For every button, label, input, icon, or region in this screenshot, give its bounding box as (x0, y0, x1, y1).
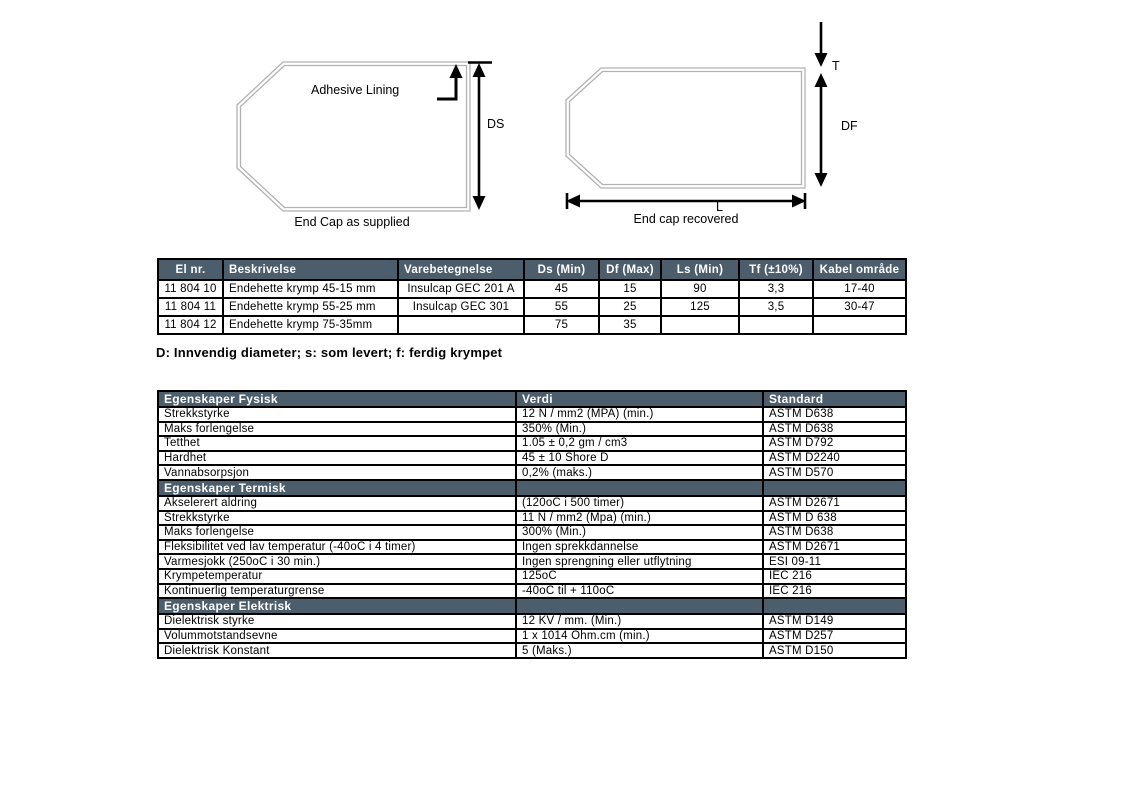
property-name-cell: Maks forlengelse (158, 525, 516, 540)
dimension-note: D: Innvendig diameter; s: som levert; f: ferdig krympet (156, 345, 503, 360)
property-value-cell: 125oC (516, 569, 763, 584)
standard-header-cell: Standard (763, 391, 906, 407)
properties-table-row (158, 451, 906, 466)
product-table-cell: 75 (524, 316, 599, 334)
properties-table-row (158, 614, 906, 629)
property-name-cell: Volummotstandsevne (158, 629, 516, 644)
property-name-cell: Strekkstyrke (158, 407, 516, 422)
properties-section-header-row (158, 598, 906, 614)
df-arrow (815, 84, 828, 187)
ds-dimension-label: DS (487, 117, 505, 131)
property-standard-cell: ASTM D570 (763, 465, 906, 480)
property-standard-cell: ASTM D257 (763, 629, 906, 644)
product-table-row (158, 316, 906, 334)
property-name-cell: Vannabsorpsjon (158, 465, 516, 480)
property-standard-cell: ASTM D638 (763, 422, 906, 437)
end-cap-diagrams (0, 0, 1135, 250)
property-value-cell: Ingen sprekkdannelse (516, 540, 763, 555)
section-title-cell: Egenskaper Fysisk (158, 391, 516, 407)
property-value-cell: 1 x 1014 Ohm.cm (min.) (516, 629, 763, 644)
properties-table-row (158, 525, 906, 540)
product-table-header-cell: Ds (Min) (524, 259, 599, 280)
product-table-header-cell: Tf (±10%) (739, 259, 813, 280)
t-dimension-label: T (832, 59, 840, 73)
property-value-cell: 45 ± 10 Shore D (516, 451, 763, 466)
product-table-row (158, 298, 906, 316)
df-dimension-label: DF (841, 119, 858, 133)
properties-table (157, 390, 907, 659)
product-table-cell: 3,3 (739, 280, 813, 298)
adhesive-pointer-arrow (437, 64, 463, 99)
product-table-cell: 11 804 10 (158, 280, 223, 298)
property-value-cell: -40oC til + 110oC (516, 584, 763, 599)
product-table-cell: 3,5 (739, 298, 813, 316)
product-table-cell: Insulcap GEC 301 (398, 298, 524, 316)
product-table-cell: Endehette krymp 75-35mm (223, 316, 398, 334)
properties-table-row (158, 422, 906, 437)
property-standard-cell: ASTM D150 (763, 643, 906, 658)
property-value-cell: (120oC i 500 timer) (516, 496, 763, 511)
end-cap-recovered-caption: End cap recovered (633, 212, 739, 226)
property-standard-cell: ESI 09-11 (763, 554, 906, 569)
property-value-cell: 350% (Min.) (516, 422, 763, 437)
product-table-header-cell: Ls (Min) (661, 259, 739, 280)
product-table-cell (813, 316, 906, 334)
standard-header-cell (763, 598, 906, 614)
properties-table-row (158, 584, 906, 599)
property-name-cell: Varmesjokk (250oC i 30 min.) (158, 554, 516, 569)
product-table-cell: 11 804 11 (158, 298, 223, 316)
properties-table-row (158, 629, 906, 644)
property-name-cell: Hardhet (158, 451, 516, 466)
product-table-cell: 15 (599, 280, 661, 298)
property-value-cell: 300% (Min.) (516, 525, 763, 540)
property-standard-cell: ASTM D638 (763, 525, 906, 540)
ds-arrow (468, 63, 492, 211)
property-standard-cell: IEC 216 (763, 584, 906, 599)
product-table-cell: Insulcap GEC 201 A (398, 280, 524, 298)
product-table-cell: 17-40 (813, 280, 906, 298)
product-table-cell: 125 (661, 298, 739, 316)
property-standard-cell: ASTM D 638 (763, 511, 906, 526)
property-name-cell: Dielektrisk styrke (158, 614, 516, 629)
property-name-cell: Strekkstyrke (158, 511, 516, 526)
property-standard-cell: IEC 216 (763, 569, 906, 584)
section-title-cell: Egenskaper Elektrisk (158, 598, 516, 614)
property-standard-cell: ASTM D2671 (763, 496, 906, 511)
product-table-cell: 35 (599, 316, 661, 334)
product-table-cell (398, 316, 524, 334)
property-name-cell: Akselerert aldring (158, 496, 516, 511)
product-table-cell: Endehette krymp 45-15 mm (223, 280, 398, 298)
product-table-header-cell: Beskrivelse (223, 259, 398, 280)
property-name-cell: Krympetemperatur (158, 569, 516, 584)
l-arrow (566, 193, 806, 209)
property-value-cell: 12 KV / mm. (Min.) (516, 614, 763, 629)
l-dimension-label: L (716, 200, 723, 214)
properties-table-row (158, 436, 906, 451)
product-table-cell (661, 316, 739, 334)
end-cap-supplied-caption: End Cap as supplied (294, 215, 410, 229)
property-value-cell: 5 (Maks.) (516, 643, 763, 658)
property-standard-cell: ASTM D2671 (763, 540, 906, 555)
properties-section-header-row (158, 391, 906, 407)
property-value-cell: 11 N / mm2 (Mpa) (min.) (516, 511, 763, 526)
property-standard-cell: ASTM D638 (763, 407, 906, 422)
product-table-cell: 90 (661, 280, 739, 298)
property-value-cell: 0,2% (maks.) (516, 465, 763, 480)
value-header-cell (516, 480, 763, 496)
product-table-header-cell: El nr. (158, 259, 223, 280)
properties-table-row (158, 569, 906, 584)
property-value-cell: 1.05 ± 0,2 gm / cm3 (516, 436, 763, 451)
t-arrow (815, 22, 828, 87)
standard-header-cell (763, 480, 906, 496)
properties-table-row (158, 540, 906, 555)
property-name-cell: Fleksibilitet ved lav temperatur (-40oC i 4 timer) (158, 540, 516, 555)
property-name-cell: Dielektrisk Konstant (158, 643, 516, 658)
property-value-cell: 12 N / mm2 (MPA) (min.) (516, 407, 763, 422)
section-title-cell: Egenskaper Termisk (158, 480, 516, 496)
properties-table-row (158, 511, 906, 526)
property-name-cell: Tetthet (158, 436, 516, 451)
product-table-cell: 25 (599, 298, 661, 316)
value-header-cell: Verdi (516, 391, 763, 407)
product-table-cell: 45 (524, 280, 599, 298)
property-value-cell: Ingen sprengning eller utflytning (516, 554, 763, 569)
properties-table-row (158, 407, 906, 422)
property-standard-cell: ASTM D2240 (763, 451, 906, 466)
property-standard-cell: ASTM D792 (763, 436, 906, 451)
property-name-cell: Maks forlengelse (158, 422, 516, 437)
product-table-cell (739, 316, 813, 334)
properties-section-header-row (158, 480, 906, 496)
property-standard-cell: ASTM D149 (763, 614, 906, 629)
properties-table-row (158, 465, 906, 480)
product-table-cell: 30-47 (813, 298, 906, 316)
product-table-row (158, 280, 906, 298)
product-table-cell: 55 (524, 298, 599, 316)
product-table-header-row (158, 259, 906, 280)
property-name-cell: Kontinuerlig temperaturgrense (158, 584, 516, 599)
product-table-cell: 11 804 12 (158, 316, 223, 334)
product-table-header-cell: Df (Max) (599, 259, 661, 280)
properties-table-row (158, 496, 906, 511)
adhesive-lining-label: Adhesive Lining (311, 83, 400, 97)
product-table (157, 258, 907, 335)
product-table-cell: Endehette krymp 55-25 mm (223, 298, 398, 316)
properties-table-row (158, 554, 906, 569)
product-table-header-cell: Varebetegnelse (398, 259, 524, 280)
product-table-header-cell: Kabel område (813, 259, 906, 280)
end-cap-recovered-shape (566, 68, 805, 188)
properties-table-row (158, 643, 906, 658)
value-header-cell (516, 598, 763, 614)
